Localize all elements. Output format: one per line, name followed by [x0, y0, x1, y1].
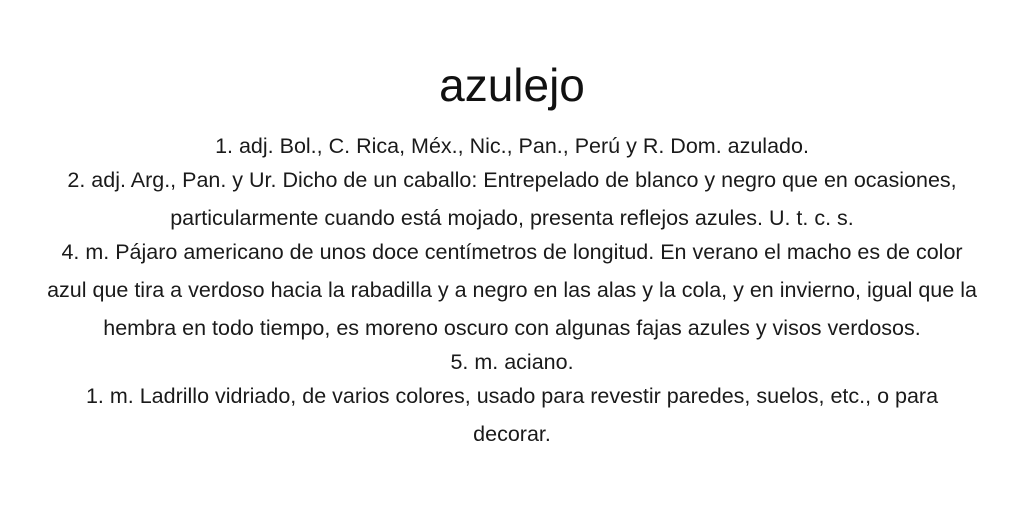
definition-item: 1. m. Ladrillo vidriado, de varios colores, usado para revestir paredes, suelos, etc., o para decorar. [85, 384, 939, 446]
definition-item: 2. adj. Arg., Pan. y Ur. Dicho de un caballo: Entrepelado de blanco y negro que en ocasiones, particularmente cuando está mojado, presenta reflejos azules. U. t. c. s. [67, 168, 957, 230]
definition-item: 5. m. aciano. [450, 350, 574, 374]
definition-item: 1. adj. Bol., C. Rica, Méx., Nic., Pan., Perú y R. Dom. azulado. [215, 134, 809, 158]
definition-list [40, 127, 984, 449]
definition-item: 4. m. Pájaro americano de unos doce centímetros de longitud. En verano el macho es de color azul que tira a verdoso hacia la rabadilla y a negro en las alas y la cola, y en invierno, igual que la hembra en todo tiempo, es moreno oscuro con algunas fajas azules y visos verdosos. [47, 240, 977, 340]
entry-headword: azulejo [439, 59, 585, 111]
